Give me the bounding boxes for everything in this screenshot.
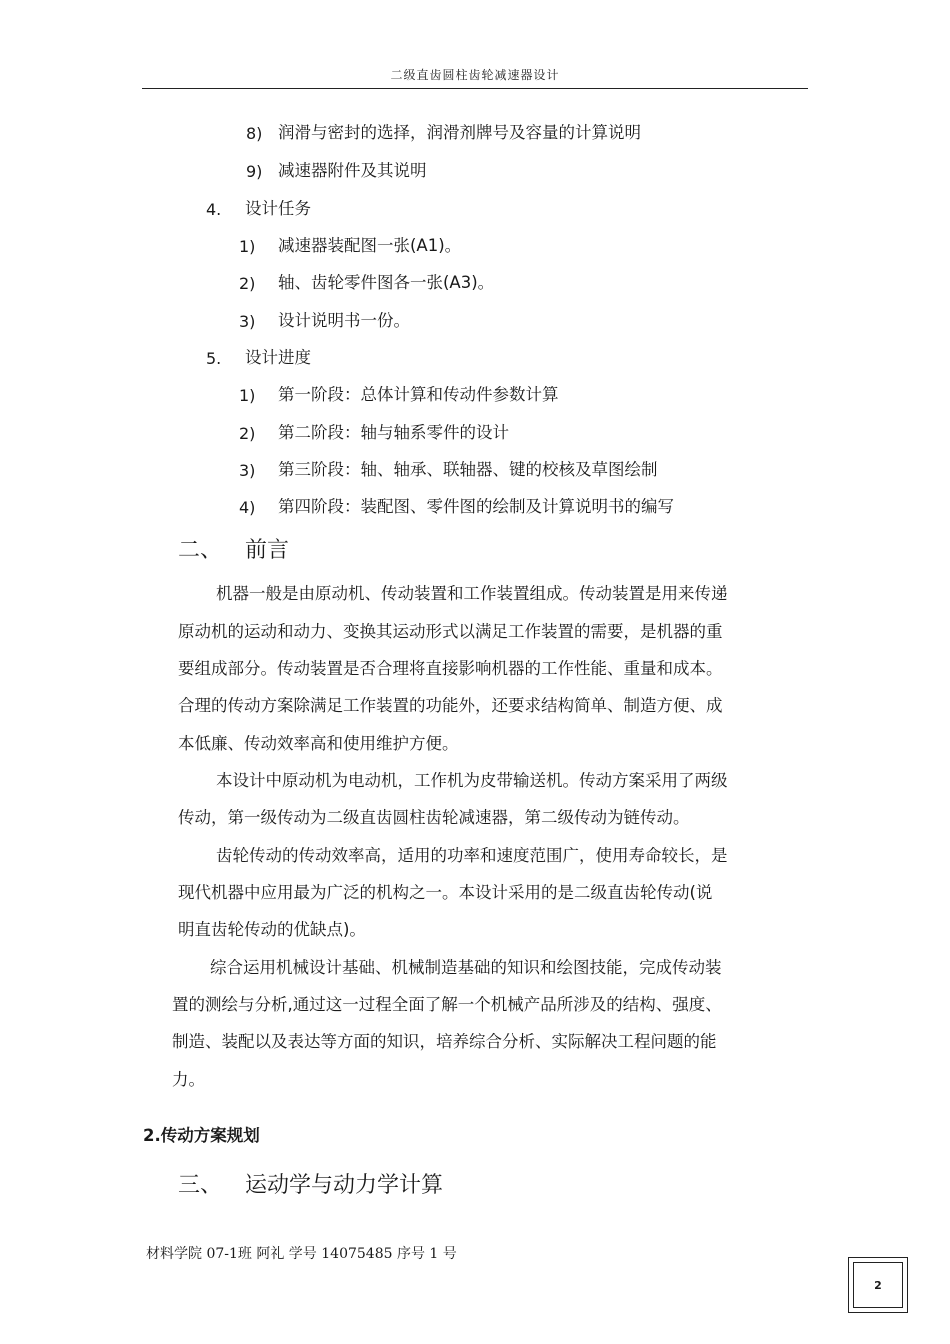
list-item-text: 第一阶段：总体计算和传动件参数计算 [278, 385, 559, 404]
list-item-text: 润滑与密封的选择，润滑剂牌号及容量的计算说明 [278, 123, 641, 142]
list-item-text: 第二阶段：轴与轴系零件的设计 [278, 423, 509, 442]
list-item-text: 第四阶段：装配图、零件图的绘制及计算说明书的编写 [278, 497, 674, 516]
paragraph-line: 本低廉、传动效率高和使用维护方便。 [178, 734, 459, 753]
list-item-text: 轴、齿轮零件图各一张(A3)。 [278, 273, 495, 292]
scheme-heading: 2.传动方案规划 [143, 1126, 260, 1145]
list-item-number: 3) [239, 461, 256, 480]
list-item-number: 9) [246, 162, 263, 181]
paragraph-line: 传动，第一级传动为二级直齿圆柱齿轮减速器，第二级传动为链传动。 [178, 808, 690, 827]
header-rule [142, 88, 808, 89]
paragraph-line: 原动机的运动和动力、变换其运动形式以满足工作装置的需要，是机器的重 [178, 622, 723, 641]
chapter-number: 三、 [178, 1173, 223, 1198]
section-title: 设计任务 [245, 199, 311, 218]
paragraph-line: 制造、装配以及表达等方面的知识，培养综合分析、实际解决工程问题的能 [172, 1032, 717, 1051]
list-item-text: 第三阶段：轴、轴承、联轴器、键的校核及草图绘制 [278, 460, 658, 479]
page-footer: 材料学院 07-1班 阿礼 学号 14075485 序号 1 号 [146, 1246, 457, 1262]
paragraph-line: 明直齿轮传动的优缺点)。 [178, 920, 366, 939]
section-title: 设计进度 [245, 348, 311, 367]
section-number: 5. [206, 349, 222, 368]
paragraph-line: 齿轮传动的传动效率高，适用的功率和速度范围广，使用寿命较长，是 [216, 846, 728, 865]
list-item-number: 4) [239, 498, 256, 517]
section-number: 4. [206, 200, 222, 219]
chapter-title: 前言 [245, 538, 290, 563]
page-number-box [848, 1257, 908, 1313]
list-item-number: 2) [239, 424, 256, 443]
paragraph-line: 综合运用机械设计基础、机械制造基础的知识和绘图技能，完成传动装 [210, 958, 722, 977]
list-item-text: 减速器附件及其说明 [278, 161, 427, 180]
list-item-text: 设计说明书一份。 [278, 311, 410, 330]
chapter-number: 二、 [178, 538, 223, 563]
list-item-number: 2) [239, 274, 256, 293]
paragraph-line: 合理的传动方案除满足工作装置的功能外，还要求结构简单、制造方便、成 [178, 696, 723, 715]
chapter-title: 运动学与动力学计算 [245, 1173, 444, 1198]
paragraph-line: 机器一般是由原动机、传动装置和工作装置组成。传动装置是用来传递 [216, 584, 728, 603]
list-item-text: 减速器装配图一张(A1)。 [278, 236, 462, 255]
paragraph-line: 置的测绘与分析,通过这一过程全面了解一个机械产品所涉及的结构、强度、 [172, 995, 722, 1014]
list-item-number: 8) [246, 124, 263, 143]
running-header: 二级直齿圆柱齿轮减速器设计 [390, 68, 560, 82]
page-number: 2 [853, 1262, 903, 1308]
paragraph-line: 现代机器中应用最为广泛的机构之一。本设计采用的是二级直齿轮传动(说 [178, 883, 713, 902]
paragraph-line: 力。 [172, 1070, 205, 1089]
paragraph-line: 本设计中原动机为电动机，工作机为皮带输送机。传动方案采用了两级 [216, 771, 728, 790]
list-item-number: 1) [239, 237, 256, 256]
list-item-number: 3) [239, 312, 256, 331]
list-item-number: 1) [239, 386, 256, 405]
paragraph-line: 要组成部分。传动装置是否合理将直接影响机器的工作性能、重量和成本。 [178, 659, 723, 678]
